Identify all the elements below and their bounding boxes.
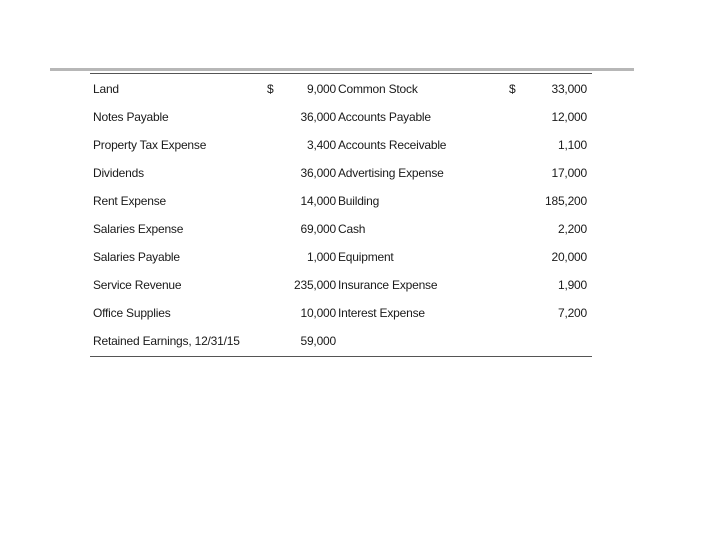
- account-name-left: Retained Earnings, 12/31/15: [93, 334, 240, 348]
- table-top-border: [90, 73, 592, 74]
- amount-right: 12,000: [551, 110, 587, 124]
- table-row: [90, 303, 592, 323]
- amount-left: 36,000: [300, 110, 336, 124]
- dollar-sign-left: $: [267, 82, 274, 96]
- amount-left: 1,000: [306, 250, 336, 264]
- account-name-left: Rent Expense: [93, 194, 166, 208]
- account-name-right: Accounts Receivable: [338, 138, 447, 152]
- amount-left: 10,000: [300, 306, 336, 320]
- amount-left: 36,000: [300, 166, 336, 180]
- account-name-left: Dividends: [93, 166, 144, 180]
- amount-left: 3,400: [306, 138, 336, 152]
- account-name-right: Equipment: [338, 250, 394, 264]
- amount-right: 33,000: [551, 82, 587, 96]
- account-name-right: Advertising Expense: [338, 166, 444, 180]
- amount-right: 1,100: [557, 138, 587, 152]
- amount-left: 14,000: [300, 194, 336, 208]
- account-name-right: Interest Expense: [338, 306, 425, 320]
- amount-left: 69,000: [300, 222, 336, 236]
- table-row: [90, 163, 592, 183]
- account-name-left: Land: [93, 82, 119, 96]
- amount-right: 2,200: [557, 222, 587, 236]
- table-row: [90, 107, 592, 127]
- account-name-left: Notes Payable: [93, 110, 169, 124]
- table-row: [90, 219, 592, 239]
- table-row: [90, 247, 592, 267]
- account-name-right: Accounts Payable: [338, 110, 431, 124]
- account-name-left: Office Supplies: [93, 306, 171, 320]
- amount-right: 17,000: [551, 166, 587, 180]
- table-row: [90, 79, 592, 99]
- account-name-right: Cash: [338, 222, 366, 236]
- account-name-right: Common Stock: [338, 82, 418, 96]
- account-name-left: Salaries Expense: [93, 222, 184, 236]
- table-row: [90, 135, 592, 155]
- account-name-left: Service Revenue: [93, 278, 182, 292]
- amount-left: 9,000: [306, 82, 336, 96]
- amount-right: 185,200: [545, 194, 587, 208]
- account-name-right: Insurance Expense: [338, 278, 438, 292]
- top-divider: [50, 68, 634, 71]
- amount-left: 235,000: [294, 278, 336, 292]
- account-name-right: Building: [338, 194, 380, 208]
- account-name-left: Salaries Payable: [93, 250, 180, 264]
- table-bottom-border: [90, 356, 592, 357]
- dollar-sign-right: $: [509, 82, 516, 96]
- amount-right: 1,900: [557, 278, 587, 292]
- account-name-left: Property Tax Expense: [93, 138, 207, 152]
- table-row: [90, 275, 592, 295]
- table-row: [90, 331, 592, 351]
- amount-right: 20,000: [551, 250, 587, 264]
- amount-left: 59,000: [300, 334, 336, 348]
- amount-right: 7,200: [557, 306, 587, 320]
- table-row: [90, 191, 592, 211]
